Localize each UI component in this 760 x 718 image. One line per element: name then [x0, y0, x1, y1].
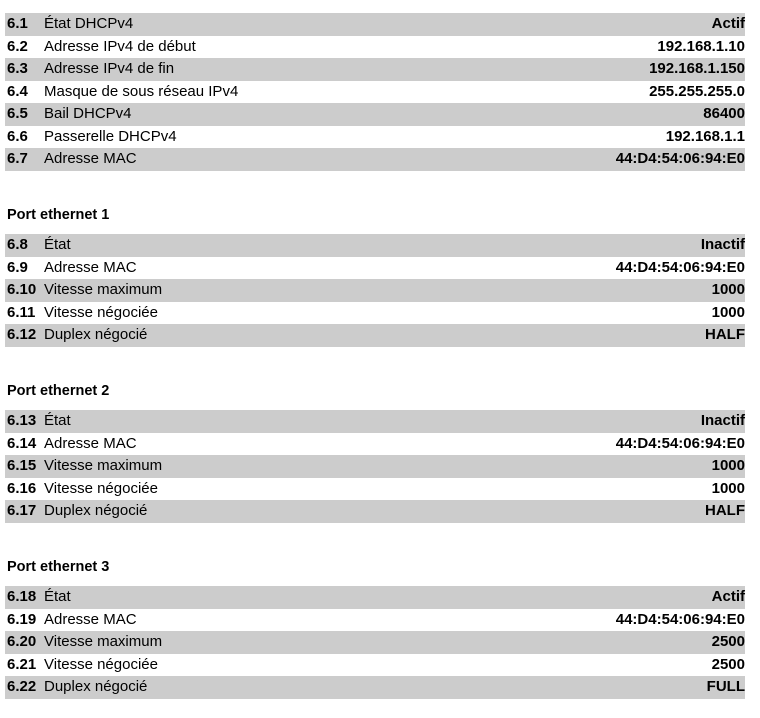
row-value: 192.168.1.1	[665, 127, 745, 145]
row-value: 255.255.255.0	[649, 82, 745, 100]
table-row-port2-negotiated-speed	[5, 478, 745, 501]
row-value: 1000	[711, 303, 745, 321]
row-label: Adresse MAC	[44, 150, 137, 167]
row-value: Inactif	[700, 236, 745, 253]
row-value: 1000	[711, 281, 745, 298]
row-number: 6.19	[7, 610, 37, 628]
table-row-port1-max-speed	[5, 279, 745, 302]
row-number: 6.15	[7, 457, 37, 474]
row-number: 6.21	[7, 655, 37, 673]
row-label: Vitesse négociée	[44, 479, 158, 497]
port-ethernet-1-section	[5, 204, 745, 347]
table-row-port3-negotiated-speed	[5, 654, 745, 677]
row-label: Adresse MAC	[44, 434, 137, 452]
row-value: Actif	[711, 15, 745, 32]
row-label: Adresse IPv4 de début	[44, 37, 196, 55]
port-ethernet-3-section	[5, 556, 745, 699]
row-label: État	[44, 236, 71, 253]
row-value: 2500	[711, 655, 745, 673]
row-number: 6.18	[7, 588, 37, 605]
row-number: 6.9	[7, 258, 28, 276]
row-label: Adresse MAC	[44, 610, 137, 628]
table-row-port3-duplex	[5, 676, 745, 699]
row-value: Actif	[711, 588, 745, 605]
table-row-port2-max-speed	[5, 455, 745, 478]
row-value: 44:D4:54:06:94:E0	[615, 610, 745, 628]
table-row-port1-state	[5, 234, 745, 257]
row-value: 2500	[711, 633, 745, 650]
table-row-dhcp-subnet-mask	[5, 81, 745, 104]
row-label: État DHCPv4	[44, 15, 134, 32]
row-value: HALF	[705, 502, 745, 519]
row-number: 6.12	[7, 326, 37, 343]
table-row-port1-duplex	[5, 324, 745, 347]
row-number: 6.14	[7, 434, 37, 452]
row-label: Vitesse maximum	[44, 633, 163, 650]
row-label: Duplex négocié	[44, 326, 148, 343]
row-value: 44:D4:54:06:94:E0	[615, 434, 745, 452]
table-row-dhcp-lease	[5, 103, 745, 126]
row-value: Inactif	[700, 412, 745, 429]
row-value: HALF	[705, 326, 745, 343]
table-row-port2-mac	[5, 433, 745, 456]
row-label: Duplex négocié	[44, 502, 148, 519]
row-number: 6.20	[7, 633, 37, 650]
row-value: 1000	[711, 457, 745, 474]
row-number: 6.5	[7, 105, 28, 122]
row-number: 6.10	[7, 281, 37, 298]
row-label: État	[44, 412, 71, 429]
row-number: 6.11	[7, 303, 36, 321]
table-row-dhcp-gateway	[5, 126, 745, 149]
row-number: 6.22	[7, 678, 37, 695]
table-row-port3-state	[5, 586, 745, 609]
row-value: 1000	[711, 479, 745, 497]
row-value: 86400	[703, 105, 745, 122]
row-label: État	[44, 588, 71, 605]
row-label: Adresse IPv4 de fin	[44, 60, 175, 77]
row-number: 6.16	[7, 479, 37, 497]
section-title: Port ethernet 3	[7, 559, 110, 575]
table-row-port2-state	[5, 410, 745, 433]
row-number: 6.8	[7, 236, 28, 253]
table-row-port1-negotiated-speed	[5, 302, 745, 325]
table-row-port1-mac	[5, 257, 745, 280]
table-row-dhcp-start-address	[5, 36, 745, 59]
row-number: 6.2	[7, 37, 28, 55]
table-row-dhcp-mac	[5, 148, 745, 171]
row-label: Vitesse maximum	[44, 457, 163, 474]
row-number: 6.1	[7, 15, 28, 32]
row-label: Bail DHCPv4	[44, 105, 132, 122]
row-number: 6.17	[7, 502, 37, 519]
row-value: FULL	[706, 678, 745, 695]
row-label: Vitesse maximum	[44, 281, 163, 298]
dhcp-section	[5, 13, 745, 171]
port-ethernet-2-section	[5, 380, 745, 523]
row-value: 192.168.1.150	[649, 60, 745, 77]
row-label: Vitesse négociée	[44, 655, 158, 673]
table-row-port2-duplex	[5, 500, 745, 523]
row-label: Duplex négocié	[44, 678, 148, 695]
row-label: Masque de sous réseau IPv4	[44, 82, 239, 100]
row-value: 192.168.1.10	[657, 37, 745, 55]
row-value: 44:D4:54:06:94:E0	[615, 150, 745, 167]
row-label: Passerelle DHCPv4	[44, 127, 177, 145]
table-row-port3-max-speed	[5, 631, 745, 654]
section-title: Port ethernet 1	[7, 207, 110, 223]
row-number: 6.7	[7, 150, 28, 167]
section-title: Port ethernet 2	[7, 383, 110, 399]
table-row-dhcp-end-address	[5, 58, 745, 81]
table-row-port3-mac	[5, 609, 745, 632]
row-number: 6.3	[7, 60, 28, 77]
row-label: Vitesse négociée	[44, 303, 158, 321]
row-number: 6.4	[7, 82, 28, 100]
row-value: 44:D4:54:06:94:E0	[615, 258, 745, 276]
row-label: Adresse MAC	[44, 258, 137, 276]
table-row-dhcp-state	[5, 13, 745, 36]
row-number: 6.6	[7, 127, 28, 145]
row-number: 6.13	[7, 412, 37, 429]
